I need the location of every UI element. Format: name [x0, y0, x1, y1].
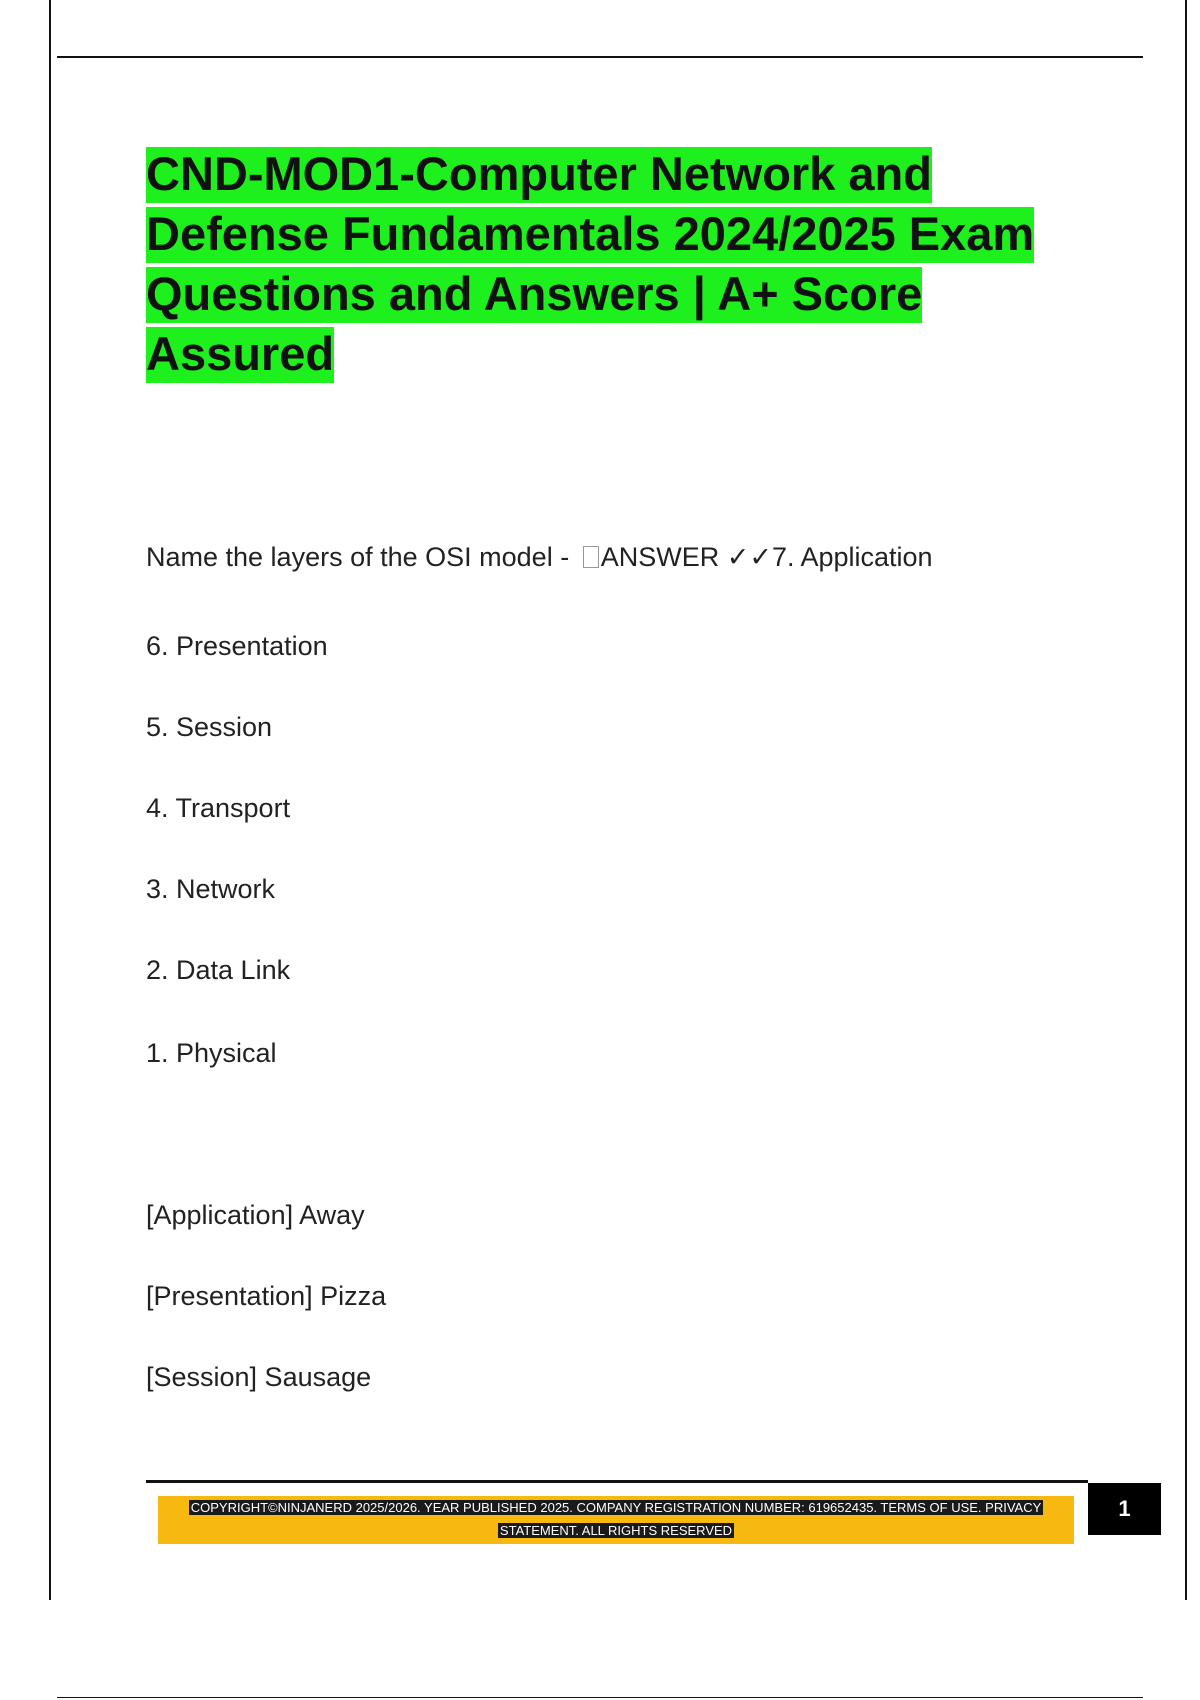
page-number: 1: [1088, 1483, 1161, 1535]
question-line: [146, 541, 933, 573]
layer-item: 5. Session: [146, 712, 273, 742]
footer-copyright-band: [158, 1496, 1074, 1544]
mnemonic-item: [Session] Sausage: [146, 1362, 372, 1392]
layer-item: 6. Presentation: [146, 631, 328, 661]
mnemonic-item: [Application] Away: [146, 1200, 365, 1230]
question-prompt: Name the layers of the OSI model -: [146, 542, 577, 572]
mnemonic-item: [Presentation] Pizza: [146, 1281, 387, 1311]
layer-item: 2. Data Link: [146, 955, 291, 985]
missing-glyph-icon: [583, 546, 599, 568]
answer-first-layer: 7. Application: [771, 542, 933, 572]
layer-item: 1. Physical: [146, 1038, 277, 1068]
page-border-right: [1185, 0, 1187, 1600]
next-page-rule: [57, 1697, 1143, 1698]
footer-rule: [146, 1480, 1088, 1483]
page-border-left: [49, 0, 51, 1600]
layer-item: 4. Transport: [146, 793, 291, 823]
document-title-text: CND-MOD1-Computer Network and Defense Fundamentals 2024/2025 Exam Questions and Answers | A+ Score Assured: [146, 147, 1034, 383]
layer-item: 3. Network: [146, 874, 276, 904]
document-title: [146, 144, 1076, 384]
footer-copyright-text: COPYRIGHT©NINJANERD 2025/2026. YEAR PUBLISHED 2025. COMPANY REGISTRATION NUMBER: 619652435. TERMS OF USE. PRIVACY STATEMENT. ALL RIGHTS RESERVED: [190, 1500, 1042, 1538]
header-rule: [57, 56, 1143, 58]
answer-label: ANSWER ✓✓: [600, 542, 772, 572]
